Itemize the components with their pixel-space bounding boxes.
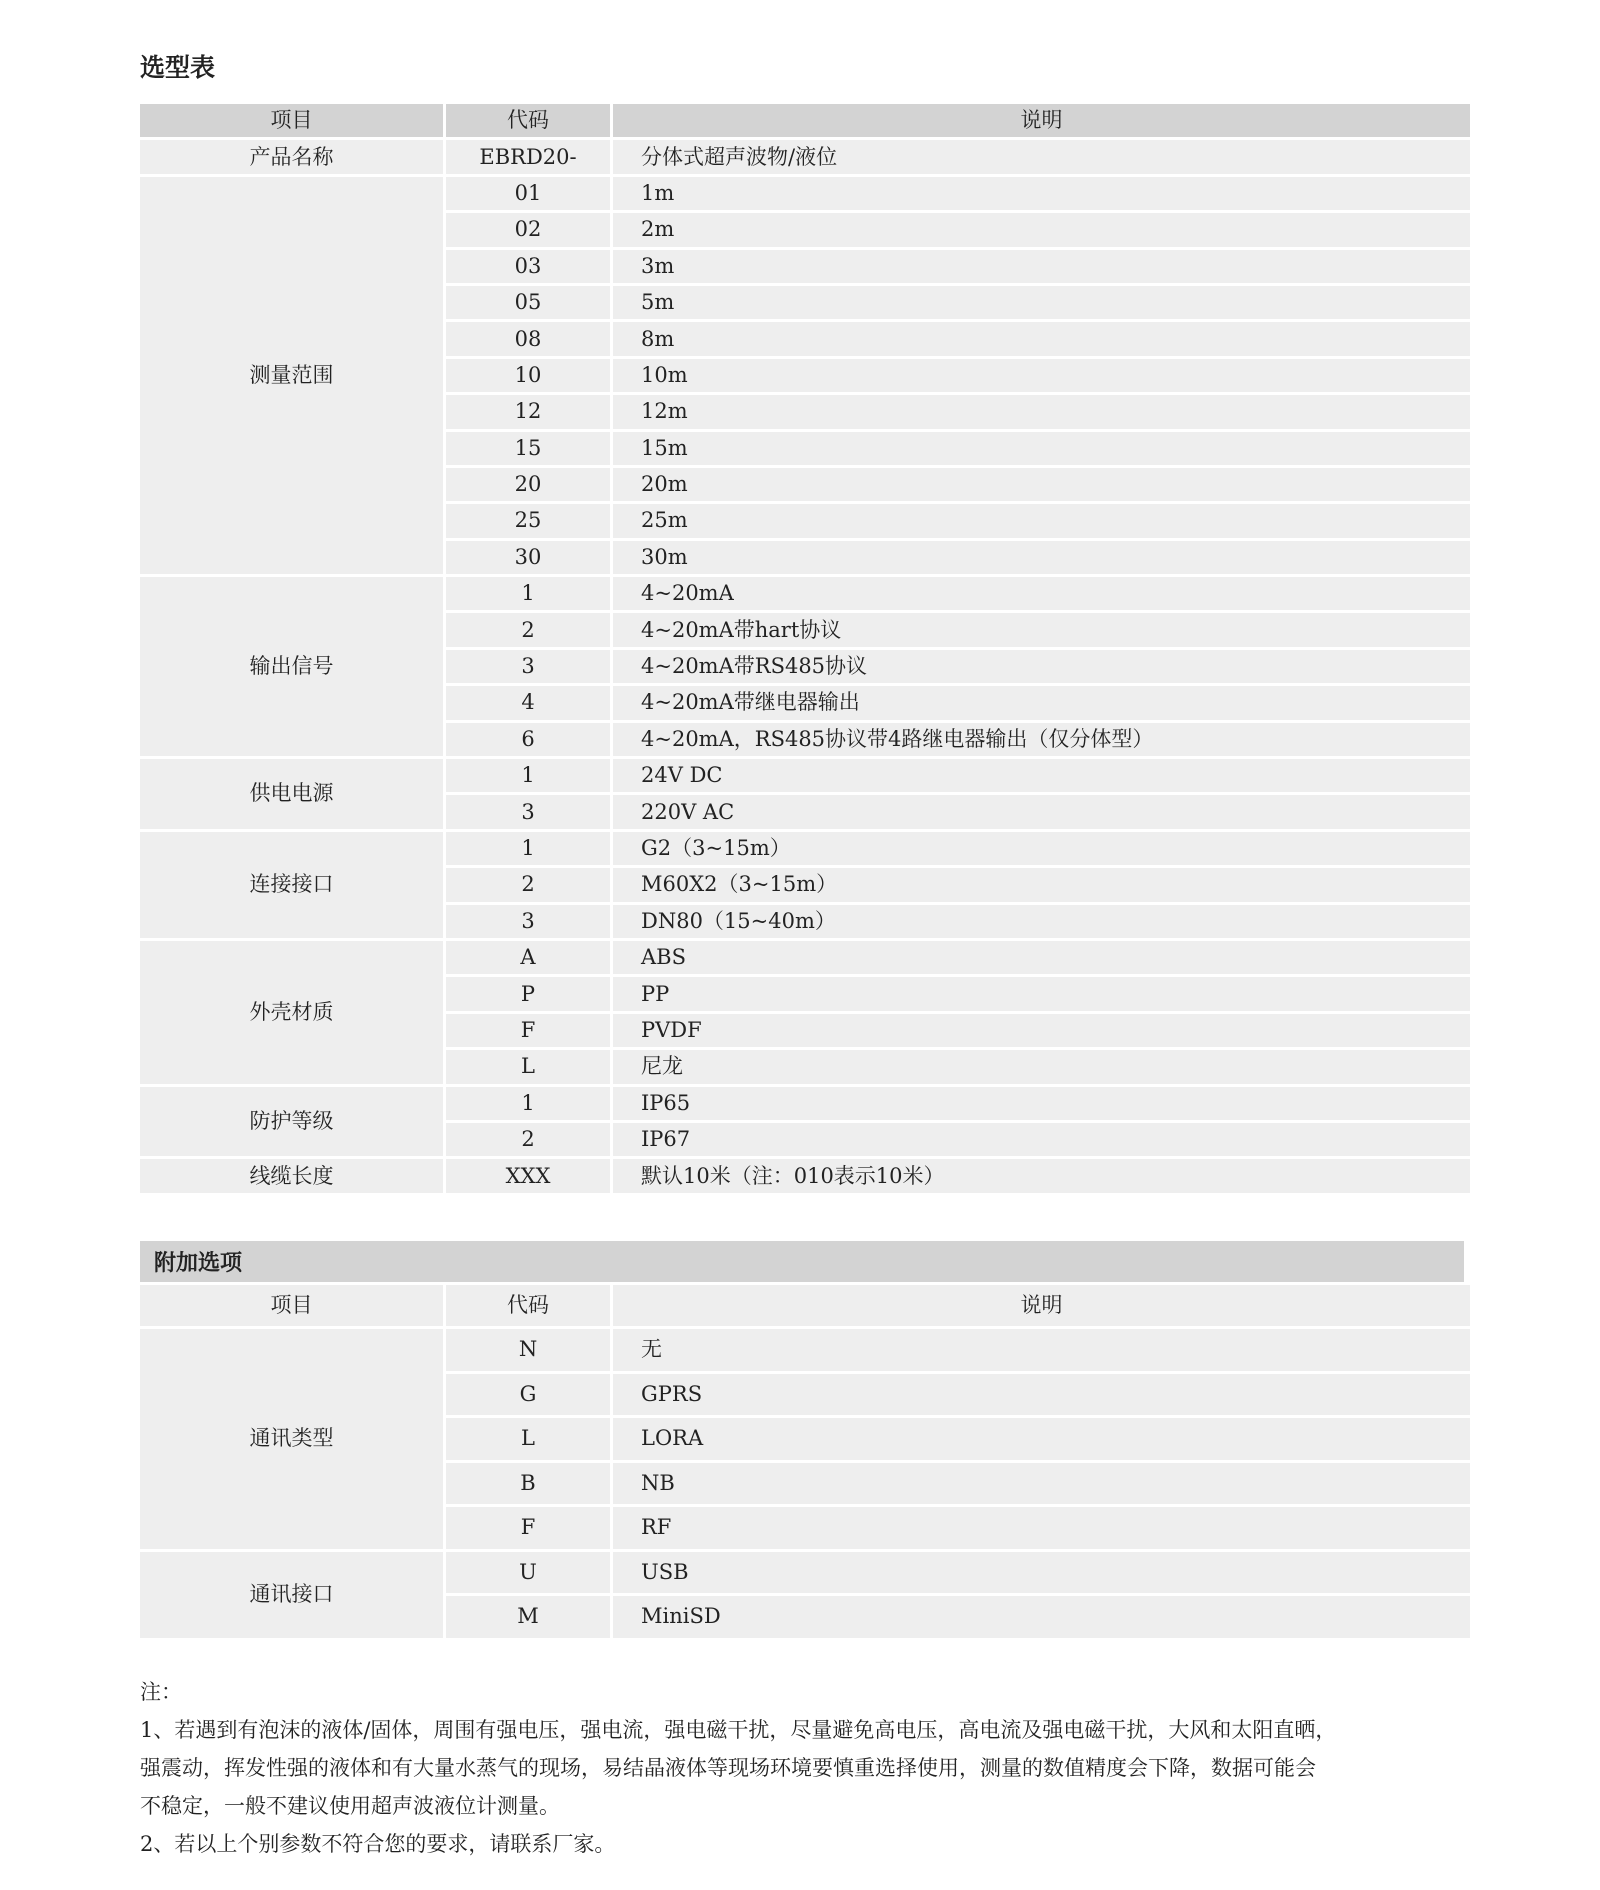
extra-header-item: 项目	[140, 1285, 443, 1326]
product-code: EBRD20-	[446, 140, 610, 173]
row-description: IP65	[613, 1087, 1470, 1120]
row-description: 4~20mA，RS485协议带4路继电器输出（仅分体型）	[613, 723, 1470, 756]
row-description: 220V AC	[613, 795, 1470, 828]
row-description: 8m	[613, 322, 1470, 355]
header-item: 项目	[140, 104, 443, 137]
row-code: G	[446, 1374, 610, 1416]
row-code: 25	[446, 504, 610, 537]
row-code: 01	[446, 177, 610, 210]
row-description: 4~20mA带继电器输出	[613, 686, 1470, 719]
row-code: 15	[446, 432, 610, 465]
row-code: 2	[446, 1123, 610, 1156]
row-description: USB	[613, 1552, 1470, 1594]
row-description: NB	[613, 1463, 1470, 1505]
selection-table-grid	[140, 104, 1464, 1229]
row-code: 08	[446, 322, 610, 355]
row-description: 2m	[613, 213, 1470, 246]
note-line: 2、若以上个别参数不符合您的要求，请联系厂家。	[140, 1832, 616, 1856]
row-description: 5m	[613, 286, 1470, 319]
product-desc: 分体式超声波物/液位	[613, 140, 1470, 173]
row-description: 12m	[613, 395, 1470, 428]
row-description: 4~20mA	[613, 577, 1470, 610]
row-code: 1	[446, 832, 610, 865]
group-label: 输出信号	[140, 577, 443, 756]
header-code: 代码	[446, 104, 610, 137]
group-label: 线缆长度	[140, 1159, 443, 1192]
row-description: M60X2（3~15m）	[613, 868, 1470, 901]
group-label: 外壳材质	[140, 941, 443, 1084]
extra-header-code: 代码	[446, 1285, 610, 1326]
row-description: PP	[613, 977, 1470, 1010]
product-name-label: 产品名称	[140, 140, 443, 173]
group-label: 测量范围	[140, 177, 443, 574]
row-description: G2（3~15m）	[613, 832, 1470, 865]
row-description: LORA	[613, 1418, 1470, 1460]
note-line: 强震动，挥发性强的液体和有大量水蒸气的现场，易结晶液体等现场环境要慎重选择使用，测量的数值精度会下降，数据可能会	[140, 1756, 1316, 1780]
row-description: 25m	[613, 504, 1470, 537]
row-code: 6	[446, 723, 610, 756]
group-label: 防护等级	[140, 1087, 443, 1157]
row-code: 3	[446, 905, 610, 938]
notes	[140, 1673, 1470, 1863]
row-code: M	[446, 1596, 610, 1638]
row-code: 05	[446, 286, 610, 319]
row-description: PVDF	[613, 1014, 1470, 1047]
row-code: 2	[446, 613, 610, 646]
row-description: 24V DC	[613, 759, 1470, 792]
row-description: 默认10米（注：010表示10米）	[613, 1159, 1470, 1192]
row-code: 30	[446, 541, 610, 574]
row-description: RF	[613, 1507, 1470, 1549]
row-description: 3m	[613, 250, 1470, 283]
group-label: 供电电源	[140, 759, 443, 829]
row-description: 尼龙	[613, 1050, 1470, 1083]
group-label: 通讯接口	[140, 1552, 443, 1638]
row-description: DN80（15~40m）	[613, 905, 1470, 938]
extra-options-table	[140, 1241, 1464, 1638]
group-label: 连接接口	[140, 832, 443, 938]
row-description: 20m	[613, 468, 1470, 501]
note-line: 不稳定，一般不建议使用超声波液位计测量。	[140, 1794, 560, 1818]
row-description: 10m	[613, 359, 1470, 392]
row-code: 03	[446, 250, 610, 283]
row-code: XXX	[446, 1159, 610, 1192]
row-code: 4	[446, 686, 610, 719]
row-description: ABS	[613, 941, 1470, 974]
row-code: 2	[446, 868, 610, 901]
extra-options-grid	[140, 1285, 1464, 1638]
page-title: 选型表	[140, 53, 216, 82]
row-code: 12	[446, 395, 610, 428]
row-code: L	[446, 1418, 610, 1460]
row-code: 10	[446, 359, 610, 392]
row-code: F	[446, 1507, 610, 1549]
selection-table	[140, 104, 1464, 1229]
row-code: F	[446, 1014, 610, 1047]
notes-label: 注：	[140, 1680, 182, 1704]
row-code: L	[446, 1050, 610, 1083]
row-description: 4~20mA带hart协议	[613, 613, 1470, 646]
row-code: 3	[446, 795, 610, 828]
row-description: 1m	[613, 177, 1470, 210]
row-code: 3	[446, 650, 610, 683]
row-code: 02	[446, 213, 610, 246]
row-code: P	[446, 977, 610, 1010]
row-code: 1	[446, 759, 610, 792]
row-description: 30m	[613, 541, 1470, 574]
row-description: 无	[613, 1329, 1470, 1371]
row-description: GPRS	[613, 1374, 1470, 1416]
row-code: N	[446, 1329, 610, 1371]
row-description: MiniSD	[613, 1596, 1470, 1638]
row-code: B	[446, 1463, 610, 1505]
row-code: U	[446, 1552, 610, 1594]
note-line: 1、若遇到有泡沫的液体/固体，周围有强电压，强电流，强电磁干扰，尽量避免高电压，高电流及强电磁干扰，大风和太阳直晒，	[140, 1718, 1337, 1742]
extra-options-title: 附加选项	[140, 1241, 1464, 1282]
row-description: 15m	[613, 432, 1470, 465]
row-code: 20	[446, 468, 610, 501]
group-label: 通讯类型	[140, 1329, 443, 1549]
header-desc: 说明	[613, 104, 1470, 137]
row-code: 1	[446, 1087, 610, 1120]
row-code: 1	[446, 577, 610, 610]
extra-header-desc: 说明	[613, 1285, 1470, 1326]
row-description: IP67	[613, 1123, 1470, 1156]
row-description: 4~20mA带RS485协议	[613, 650, 1470, 683]
row-code: A	[446, 941, 610, 974]
